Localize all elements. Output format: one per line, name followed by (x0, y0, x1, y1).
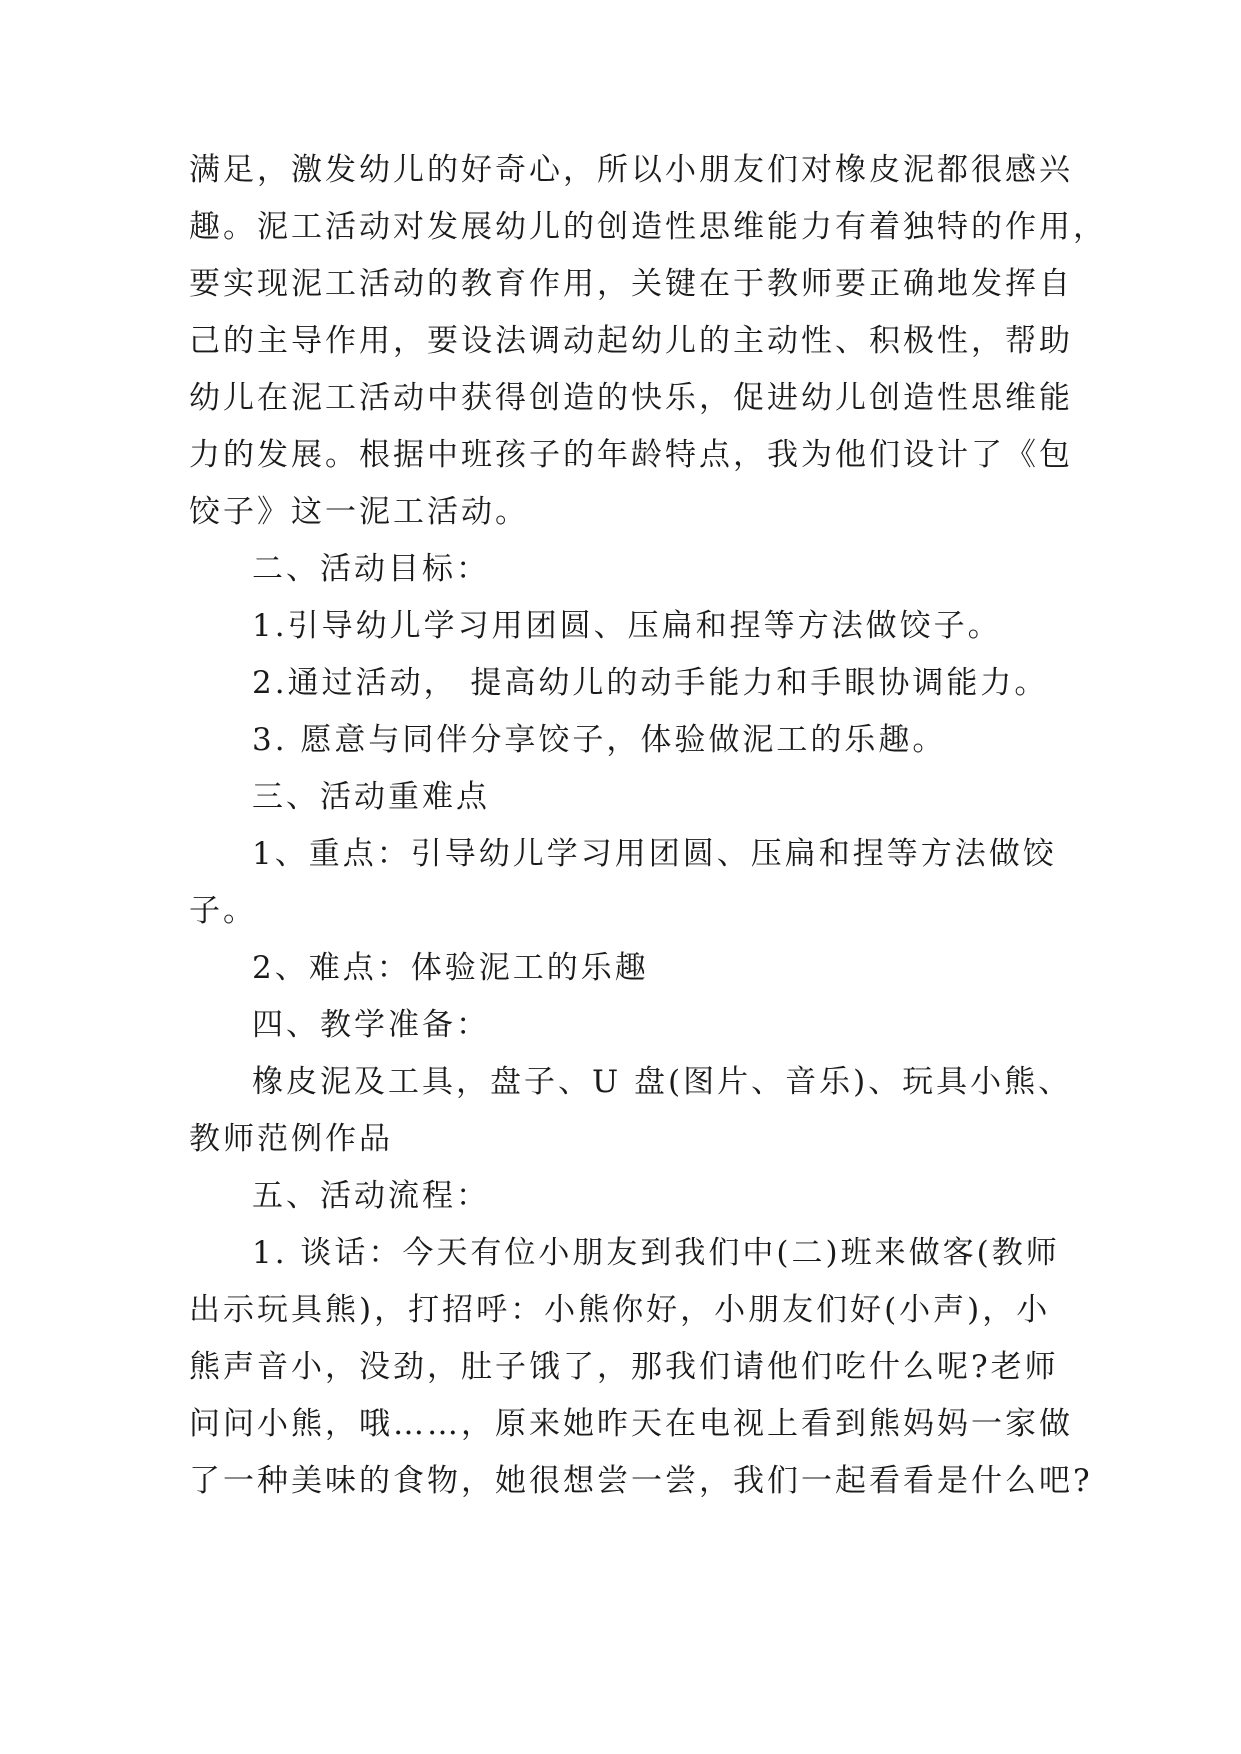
text-line: 橡皮泥及工具，盘子、U 盘(图片、音乐)、玩具小熊、 (252, 1064, 1073, 1100)
text-line: 了一种美味的食物，她很想尝一尝，我们一起看看是什么吧? (189, 1463, 1093, 1499)
section-heading: 二、活动目标： (252, 551, 490, 587)
text-line: 熊声音小，没劲，肚子饿了，那我们请他们吃什么呢?老师 (189, 1349, 1059, 1385)
text-line: 教师范例作品 (189, 1121, 393, 1157)
text-line: 2、难点：体验泥工的乐趣 (252, 950, 649, 986)
text-line: 3. 愿意与同伴分享饺子，体验做泥工的乐趣。 (252, 722, 947, 758)
section-heading: 四、教学准备： (252, 1007, 490, 1043)
section-heading: 三、活动重难点 (252, 779, 490, 815)
text-line: 满足，激发幼儿的好奇心，所以小朋友们对橡皮泥都很感兴 (189, 152, 1073, 188)
text-line: 1. 谈话：今天有位小朋友到我们中(二)班来做客(教师 (252, 1235, 1060, 1271)
text-line: 问问小熊，哦……，原来她昨天在电视上看到熊妈妈一家做 (189, 1406, 1073, 1442)
text-line: 2.通过活动， 提高幼儿的动手能力和手眼协调能力。 (252, 665, 1049, 701)
text-line: 幼儿在泥工活动中获得创造的快乐，促进幼儿创造性思维能 (189, 380, 1073, 416)
section-heading: 五、活动流程： (252, 1178, 490, 1214)
text-line: 己的主导作用，要设法调动起幼儿的主动性、积极性，帮助 (189, 323, 1073, 359)
text-line: 要实现泥工活动的教育作用，关键在于教师要正确地发挥自 (189, 266, 1073, 302)
text-line: 饺子》这一泥工活动。 (189, 494, 529, 530)
text-line: 力的发展。根据中班孩子的年龄特点，我为他们设计了《包 (189, 437, 1073, 473)
text-line: 趣。泥工活动对发展幼儿的创造性思维能力有着独特的作用， (189, 209, 1107, 245)
text-line: 子。 (189, 893, 257, 929)
text-line: 出示玩具熊)，打招呼：小熊你好，小朋友们好(小声)，小 (189, 1292, 1051, 1328)
text-line: 1.引导幼儿学习用团圆、压扁和捏等方法做饺子。 (252, 608, 1002, 644)
text-line: 1、重点：引导幼儿学习用团圆、压扁和捏等方法做饺 (252, 836, 1057, 872)
